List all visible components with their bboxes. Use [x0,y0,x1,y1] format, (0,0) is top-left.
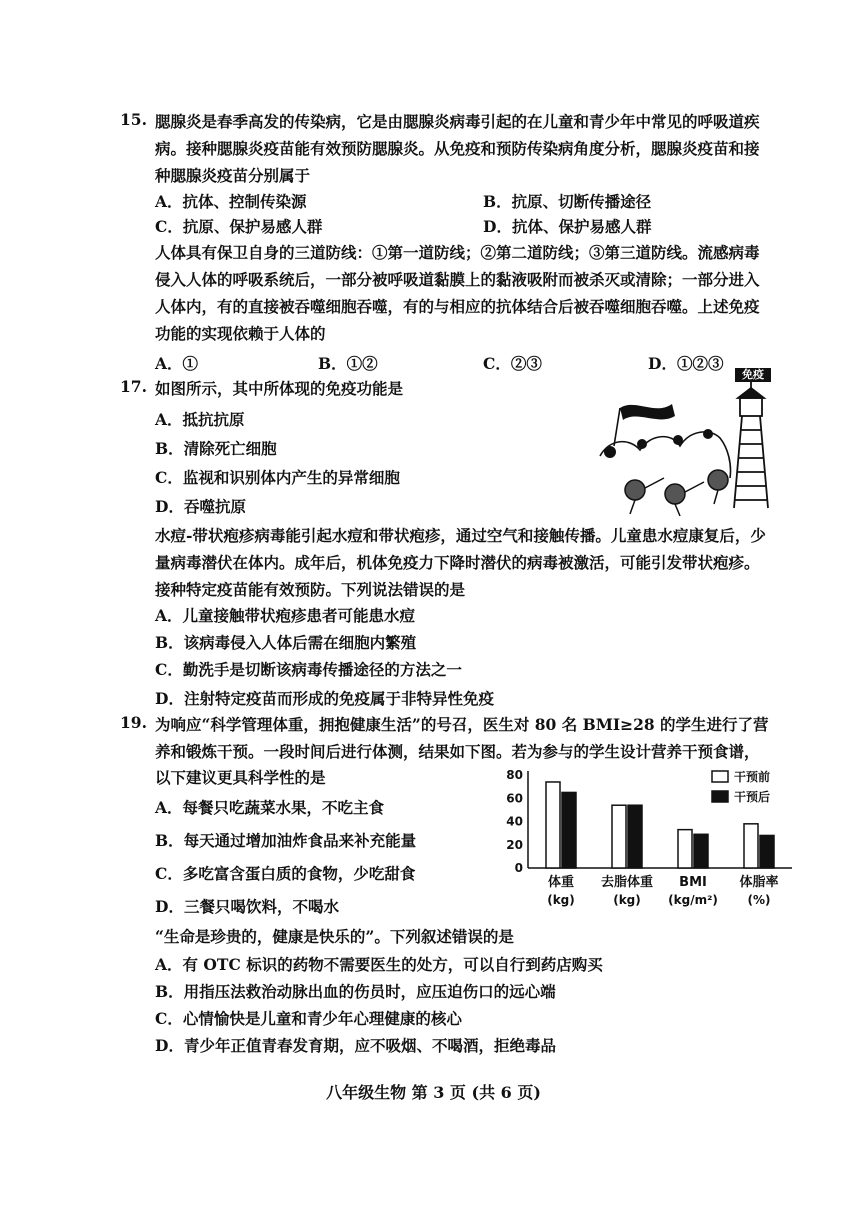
q17-stem: 如图所示，其中所体现的免疫功能是 [155,379,404,398]
q16-stem-line-1: 人体具有保卫自身的三道防线：①第一道防线；②第二道防线；③第三道防线。流感病毒 [155,243,760,262]
x-unit-label: (kg) [613,893,641,907]
legend-swatch [712,771,728,782]
q20-option-a: A．有 OTC 标识的药物不需要医生的处方，可以自行到药店购买 [155,955,603,974]
bar-before [678,830,692,868]
q18-stem-line-2: 量病毒潜伏在体内。成年后，机体免疫力下降时潜伏的病毒被激活，可能引发带状疱疹。 [155,553,760,572]
q17-number: 17. [120,377,147,396]
q18-stem-line-3: 接种特定疫苗能有效预防。下列说法错误的是 [155,580,466,599]
q16-option-a: A．① [155,354,199,373]
q18-stem-line-1: 水痘-带状疱疹病毒能引起水痘和带状疱疹，通过空气和接触传播。儿童患水痘康复后，少 [155,526,766,545]
legend-label: 干预前 [734,770,771,784]
q19-option-b: B．每天通过增加油炸食品来补充能量 [155,831,417,850]
q15-option-a: A．抗体、控制传染源 [155,192,307,211]
q18-option-d: D．注射特定疫苗而形成的免疫属于非特异性免疫 [155,689,494,708]
y-tick-label: 0 [514,861,523,875]
y-tick-label: 20 [506,837,523,852]
watchtower-drawing [734,374,768,508]
bar-before [744,824,758,868]
x-category-label: 体脂率 [739,875,779,890]
q19-stem-line-1: 为响应“科学管理体重，拥抱健康生活”的号召，医生对 80 名 BMI≥28 的学生进行了营 [155,715,769,734]
virus-chain-drawing [600,432,731,478]
immune-soldier-cells [625,470,728,516]
page-footer: 八年级生物 第 3 页 (共 6 页) [326,1083,541,1102]
bmi-intervention-bar-chart [500,765,800,915]
q16-option-d: D．①②③ [648,354,724,373]
q15-stem-line-1: 腮腺炎是春季高发的传染病，它是由腮腺炎病毒引起的在儿童和青少年中常见的呼吸道疾 [155,112,760,131]
chart-legend [712,769,770,804]
q17-option-d: D．吞噬抗原 [155,497,246,516]
watchtower-flag-label: 免疫 [742,368,764,381]
bar-after [562,792,576,868]
q17-option-a: A．抵抗抗原 [155,410,245,429]
immune-surveillance-illustration [580,368,790,518]
q15-option-c: C．抗原、保护易感人群 [155,217,323,236]
q15-option-d: D．抗体、保护易感人群 [483,217,652,236]
q18-option-c: C．勤洗手是切断该病毒传播途径的方法之一 [155,660,462,679]
chart-labels [547,874,778,907]
q20-stem: “生命是珍贵的，健康是快乐的”。下列叙述错误的是 [155,927,514,946]
q20-option-d: D．青少年正值青春发育期，应不吸烟、不喝酒，拒绝毒品 [155,1036,556,1055]
q19-stem-line-2: 养和锻炼干预。一段时间后进行体测，结果如下图。若为参与的学生设计营养干预食谱， [155,742,760,761]
q19-option-a: A．每餐只吃蔬菜水果，不吃主食 [155,798,385,817]
q15-number: 15. [120,110,147,129]
legend-label: 干预后 [734,790,771,804]
q15-stem-line-3: 种腮腺炎疫苗分别属于 [155,166,311,185]
q15-option-b: B．抗原、切断传播途径 [483,192,652,211]
q17-option-b: B．清除死亡细胞 [155,439,277,458]
x-unit-label: (%) [747,893,771,907]
q16-stem-line-2: 侵入人体的呼吸系统后，一部分被呼吸道黏膜上的黏液吸附而被杀灭或清除；一部分进入 [155,270,760,289]
bar-after [694,834,708,868]
x-category-label: BMI [679,875,707,890]
bar-after [760,835,774,868]
y-tick-label: 40 [506,814,523,829]
q20-option-c: C．心情愉快是儿童和青少年心理健康的核心 [155,1009,462,1028]
q19-stem-line-3: 以下建议更具科学性的是 [155,768,326,787]
q18-option-b: B．该病毒侵入人体后需在细胞内繁殖 [155,633,417,652]
y-tick-label: 60 [506,791,523,806]
q16-stem-line-4: 功能的实现依赖于人体的 [155,324,326,343]
q19-option-c: C．多吃富含蛋白质的食物，少吃甜食 [155,864,416,883]
x-category-label: 体重 [547,875,575,890]
x-unit-label: (kg) [547,893,575,907]
y-tick-label: 80 [506,768,523,782]
bar-before [546,782,560,868]
q16-option-b: B．①② [318,354,378,373]
q16-stem-line-3: 人体内，有的直接被吞噬细胞吞噬，有的与相应的抗体结合后被吞噬细胞吞噬。上述免疫 [155,297,760,316]
bar-before [612,805,626,868]
q17-option-c: C．监视和识别体内产生的异常细胞 [155,468,400,487]
x-unit-label: (kg/m²) [668,893,718,907]
x-category-label: 去脂体重 [600,875,654,890]
bar-after [628,805,642,868]
q19-number: 19. [120,713,147,732]
legend-swatch [712,791,728,802]
q16-option-c: C．②③ [483,354,542,373]
q20-option-b: B．用指压法救治动脉出血的伤员时，应压迫伤口的远心端 [155,982,556,1001]
q18-option-a: A．儿童接触带状疱疹患者可能患水痘 [155,606,416,625]
q15-stem-line-2: 病。接种腮腺炎疫苗能有效预防腮腺炎。从免疫和预防传染病角度分析，腮腺炎疫苗和接 [155,139,760,158]
q19-option-d: D．三餐只喝饮料，不喝水 [155,897,339,916]
